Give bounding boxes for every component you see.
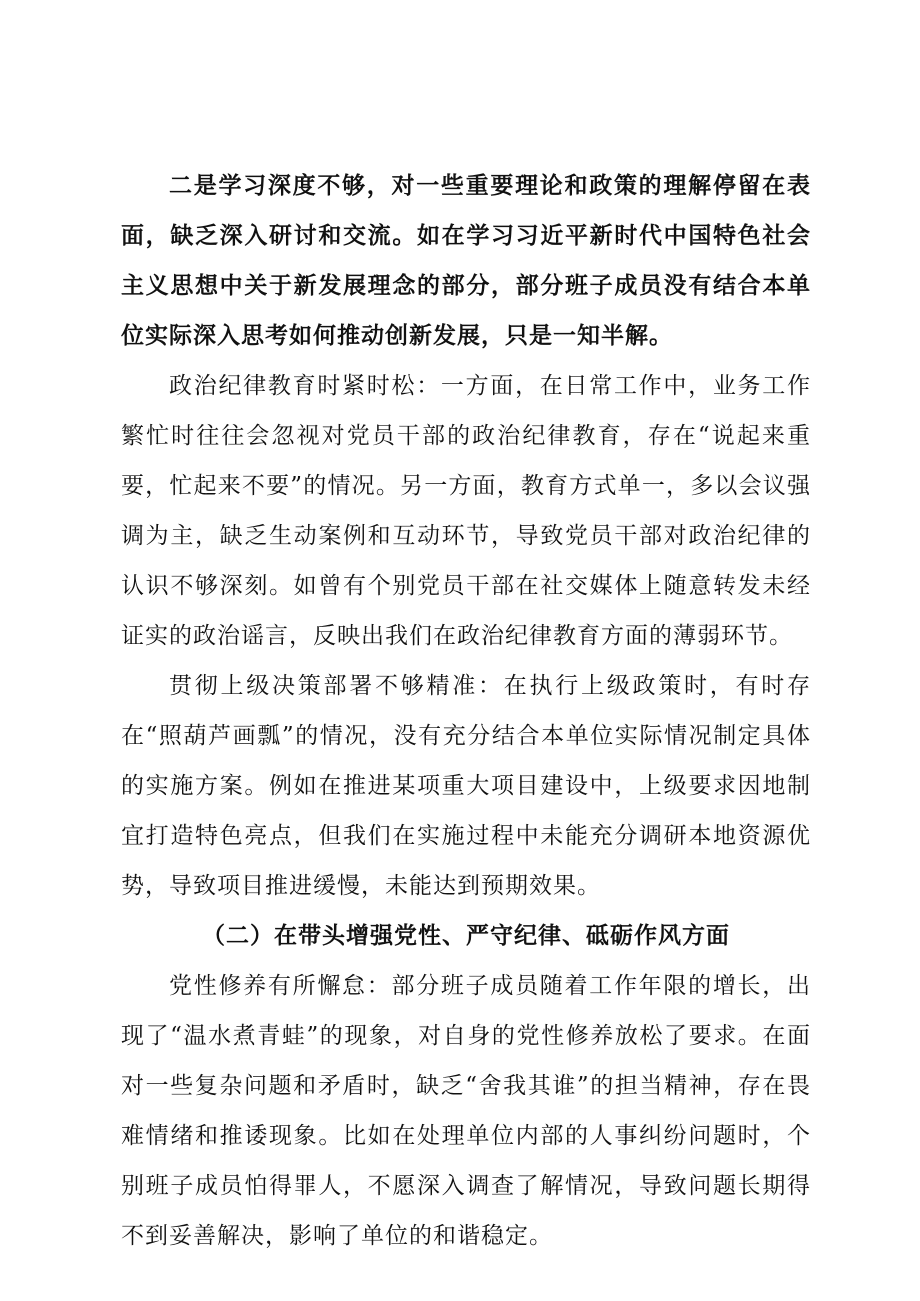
- paragraph-party-spirit: 党性修养有所懈怠：部分班子成员随着工作年限的增长，出现了“温水煮青蛙”的现象，对自身的党性修养放松了要求。在面对一些复杂问题和矛盾时，缺乏“舍我其谁”的担当精神，存在畏难情绪和推诿现象。比如在处理单位内部的人事纠纷问题时，个别班子成员怕得罪人，不愿深入调查了解情况，导致问题长期得不到妥善解决，影响了单位的和谐稳定。: [121, 973, 811, 1249]
- paragraph-political-discipline: 政治纪律教育时紧时松：一方面，在日常工作中，业务工作繁忙时往往会忽视对党员干部的政治纪律教育，存在“说起来重要，忙起来不要”的情况。另一方面，教育方式单一，多以会议强调为主，缺乏生动案例和互动环节，导致党员干部对政治纪律的认识不够深刻。如曾有个别党员干部在社交媒体上随意转发未经证实的政治谣言，反映出我们在政治纪律教育方面的薄弱环节。: [121, 373, 811, 649]
- section-heading: （二）在带头增强党性、严守纪律、砥砺作风方面: [202, 922, 730, 949]
- document-body: [121, 161, 811, 1261]
- paragraph-study-depth: 二是学习深度不够，对一些重要理论和政策的理解停留在表面，缺乏深入研讨和交流。如在学习习近平新时代中国特色社会主义思想中关于新发展理念的部分，部分班子成员没有结合本单位实际深入思考如何推动创新发展，只是一知半解。: [121, 172, 811, 349]
- paragraph-policy-implementation: 贯彻上级决策部署不够精准：在执行上级政策时，有时存在“照葫芦画瓢”的情况，没有充分结合本单位实际情况制定具体的实施方案。例如在推进某项重大项目建设中，上级要求因地制宜打造特色亮点，但我们在实施过程中未能充分调研本地资源优势，导致项目推进缓慢，未能达到预期效果。: [121, 673, 811, 899]
